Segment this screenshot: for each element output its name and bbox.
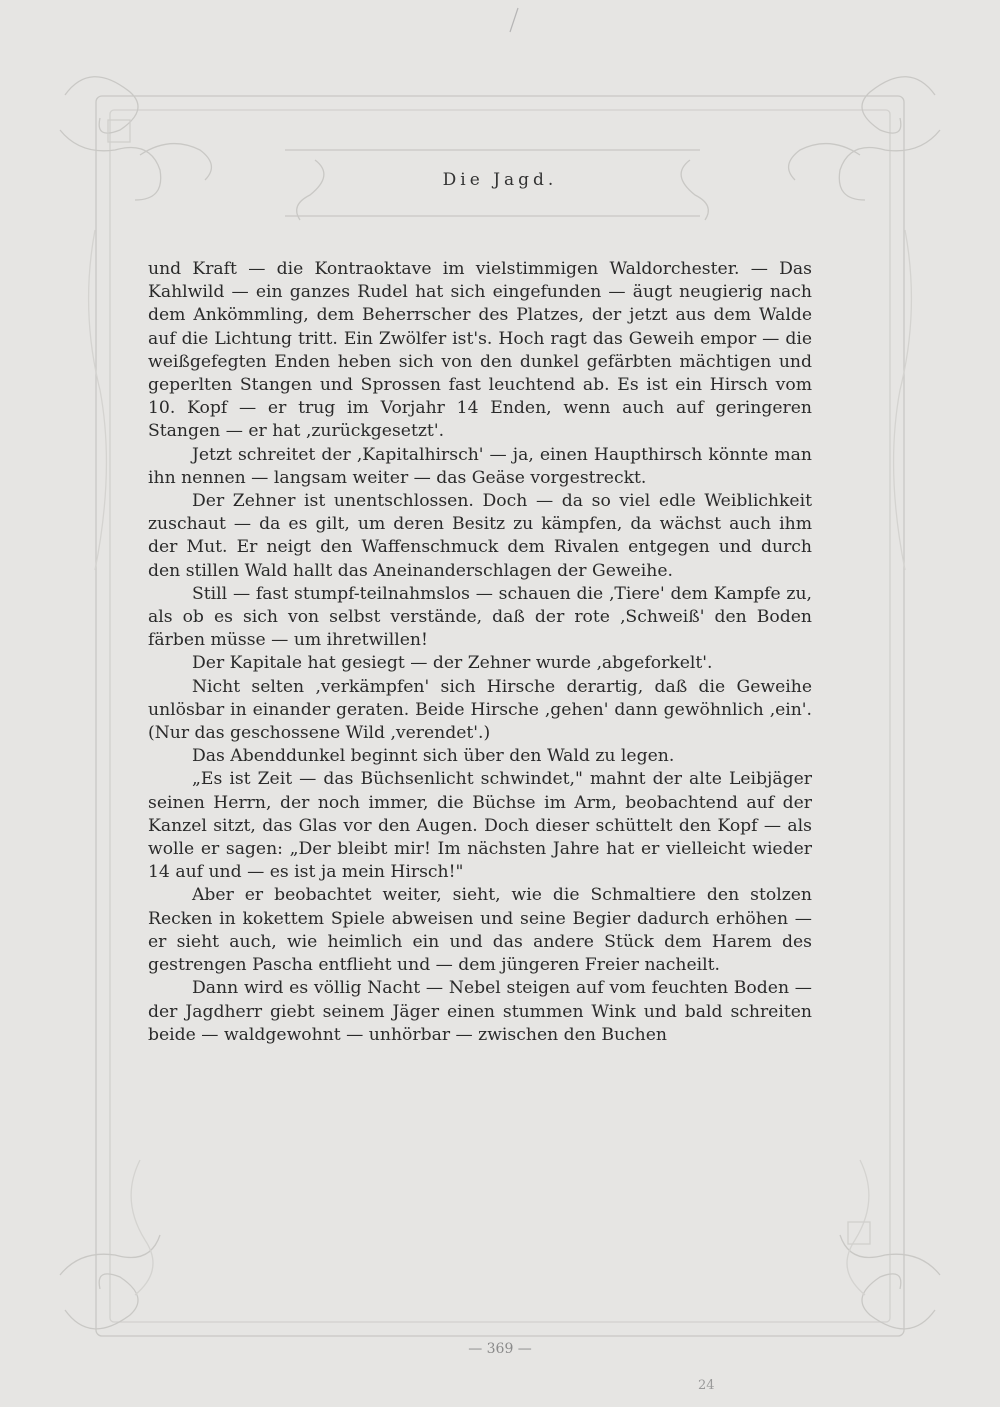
paragraph: Still — fast stumpf-teilnahmslos — schauen die ‚Tiere' dem Kampfe zu, als ob es sich von selbst verstände, daß der rote ‚Schweiß' den Boden färben müsse — um ihretwillen!: [148, 583, 812, 651]
body-text: [148, 258, 812, 1047]
paragraph: Jetzt schreitet der ‚Kapitalhirsch' — ja, einen Haupthirsch könnte man ihn nennen — langsam weiter — das Geäse vorgestreckt.: [148, 444, 812, 488]
paragraph: „Es ist Zeit — das Büchsenlicht schwindet," mahnt der alte Leibjäger seinen Herrn, der noch immer, die Büchse im Arm, beobachtend auf der Kanzel sitzt, das Glas vor den Augen. Doch dieser schüttelt den Kopf — als wolle er sagen: „Der bleibt mir! Im nächsten Jahre hat er vielleicht wieder 14 auf und — es ist ja mein Hirsch!": [148, 769, 812, 883]
pencil-stroke: [0, 0, 1000, 60]
paragraph: Aber er beobachtet weiter, sieht, wie die Schmaltiere den stolzen Recken in kokettem Spiele abweisen und seine Begier dadurch erhöhen — er sieht auch, wie heimlich ein und das andere Stück dem Harem des gestrengen Pascha entflieht und — dem jüngeren Freier nacheilt.: [148, 885, 812, 976]
paragraph: Dann wird es völlig Nacht — Nebel steigen auf vom feuchten Boden — der Jagdherr giebt seinem Jäger einen stummen Wink und bald schreiten beide — waldgewohnt — unhörbar — zwischen den Buchen: [148, 978, 812, 1045]
paragraph: und Kraft — die Kontraoktave im vielstimmigen Waldorchester. — Das Kahlwild — ein ganzes Rudel hat sich eingefunden — äugt neugierig nach dem Ankömmling, dem Beherrscher des Platzes, der jetzt aus dem Walde auf die Lichtung tritt. Ein Zwölfer ist's. Hoch ragt das Geweih empor — die weißgefegten Enden heben sich von den dunkel gefärbten mächtigen und geperlten Stangen und Sprossen fast leuchtend ab. Es ist ein Hirsch vom 10. Kopf — er trug im Vorjahr 14 Enden, wenn auch auf geringeren Stangen — er hat ‚zurückgesetzt'.: [148, 259, 812, 442]
signature-mark: 24: [698, 1378, 715, 1393]
paragraph: Das Abenddunkel beginnt sich über den Wald zu legen.: [192, 746, 675, 767]
paragraph: Der Zehner ist unentschlossen. Doch — da so viel edle Weiblichkeit zuschaut — da es gilt, um deren Besitz zu kämpfen, da wächst auch ihm der Mut. Er neigt den Waffenschmuck dem Rivalen entgegen und durch den stillen Wald hallt das Aneinanderschlagen der Geweihe.: [148, 491, 812, 581]
page-number: — 369 —: [468, 1341, 532, 1357]
running-head: Die Jagd.: [442, 170, 558, 190]
paragraph: Der Kapitale hat gesiegt — der Zehner wurde ‚abgeforkelt'.: [192, 653, 713, 674]
paragraph: Nicht selten ‚verkämpfen' sich Hirsche derartig, daß die Geweihe unlösbar in einander geraten. Beide Hirsche ‚gehen' dann gewöhnlich ‚ein'. (Nur das geschossene Wild ‚verendet'.): [148, 676, 812, 744]
